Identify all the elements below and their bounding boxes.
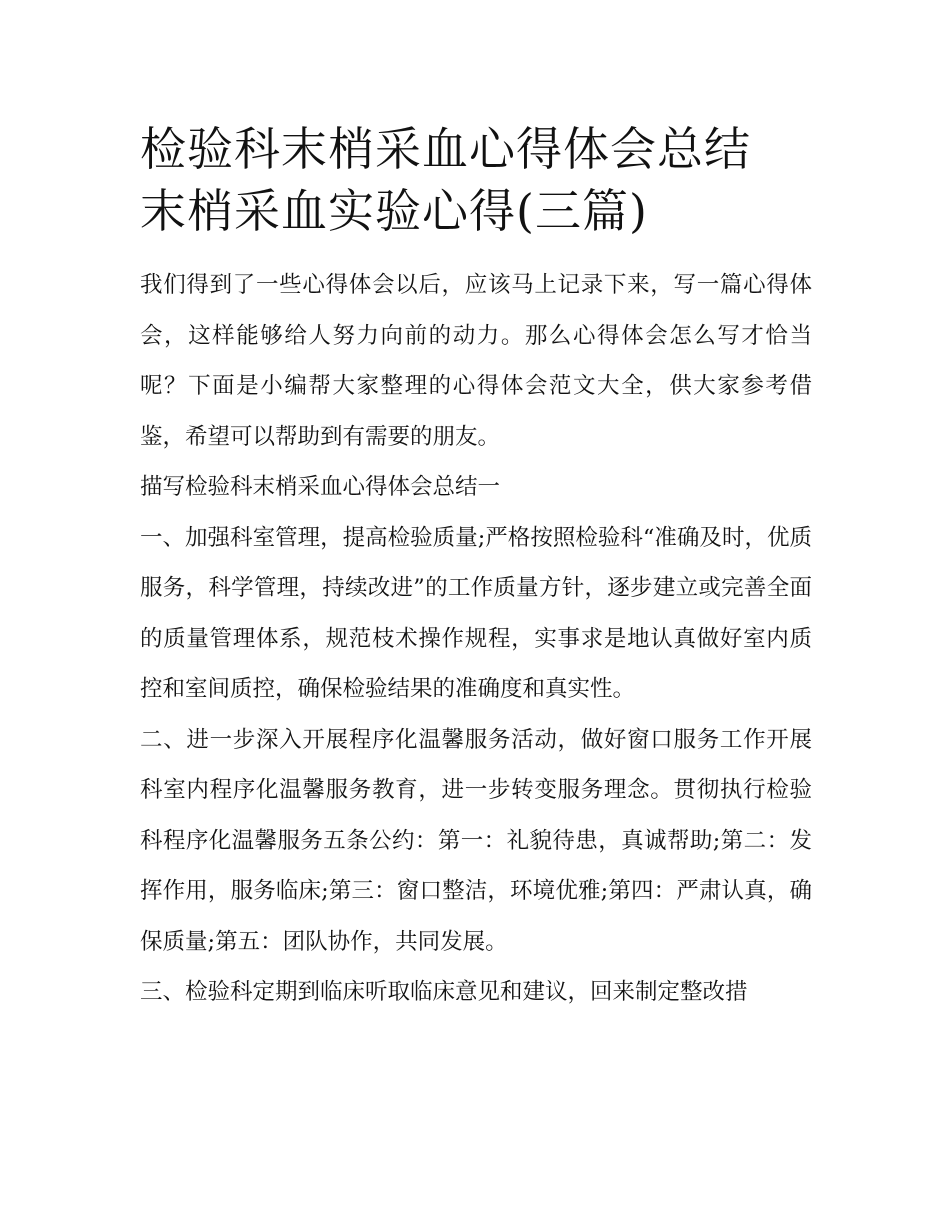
document-title xyxy=(140,118,812,242)
document-content xyxy=(140,118,812,1018)
section-heading: 描写检验科末梢采血心得体会总结一 xyxy=(140,474,501,500)
paragraph-item-2: 二、进一步深入开展程序化温馨服务活动，做好窗口服务工作开展科室内程序化温馨服务教育，进一步转变服务理念。贯彻执行检验科程序化温馨服务五条公约：第一：礼貌待患，真诚帮助;第二：发挥作用，服务临床;第三：窗口整洁，环境优雅;第四：严肃认真，确保质量;第五：团队协作，共同发展。 xyxy=(140,726,812,955)
paragraph-item-3: 三、检验科定期到临床听取临床意见和建议，回来制定整改措 xyxy=(140,979,748,1005)
title-line-2: 末梢采血实验心得(三篇) xyxy=(140,184,648,238)
title-line-1: 检验科末梢采血心得体会总结 xyxy=(140,122,751,176)
paragraph-item-1: 一、加强科室管理，提高检验质量;严格按照检验科“准确及时，优质服务，科学管理，持续改进”的工作质量方针，逐步建立或完善全面的质量管理体系，规范枝术操作规程，实事求是地认真做好室内质控和室间质控，确保检验结果的准确度和真实性。 xyxy=(140,524,812,702)
intro-paragraph: 我们得到了一些心得体会以后，应该马上记录下来，写一篇心得体会，这样能够给人努力向前的动力。那么心得体会怎么写才恰当呢？下面是小编帮大家整理的心得体会范文大全，供大家参考借鉴，希望可以帮助到有需要的朋友。 xyxy=(140,272,812,450)
